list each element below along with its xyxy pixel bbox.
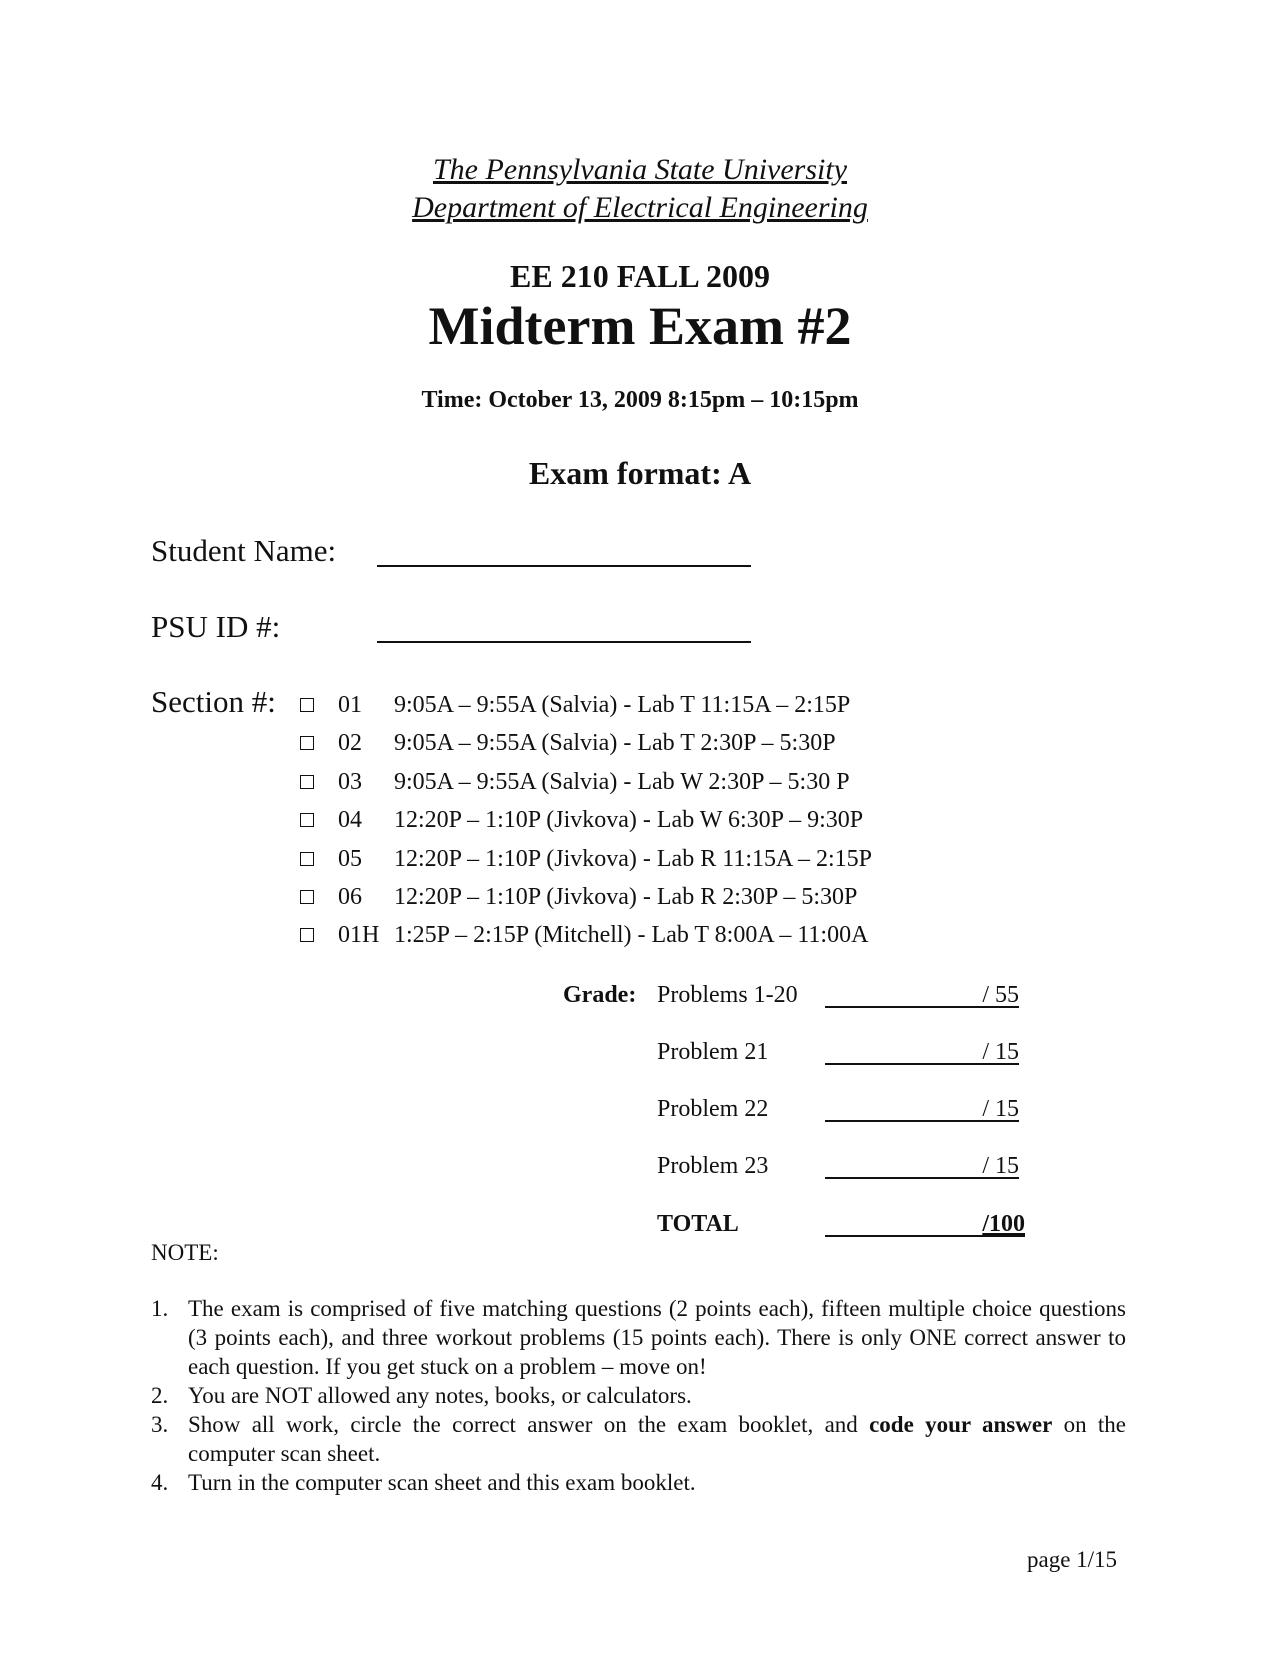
- note-text: The exam is comprised of five matching questions (2 points each), fifteen multiple choice questions (3 points each), and three workout problems (15 points each). There is only ONE correct answer to each question. If you get stuck on a problem – move on!: [188, 1296, 1126, 1379]
- note-item-2: [151, 1381, 1126, 1410]
- grade-item-name: Problems 1-20: [657, 982, 798, 1008]
- grade-item-max: / 55: [982, 982, 1019, 1008]
- checkbox-icon[interactable]: [300, 852, 314, 866]
- course-title: EE 210 FALL 2009: [510, 258, 770, 294]
- section-number: 03: [338, 769, 362, 795]
- student-name-label: Student Name:: [151, 533, 337, 568]
- grade-row-total: [657, 1209, 1037, 1239]
- section-number: 02: [338, 730, 362, 756]
- section-schedule: 9:05A – 9:55A (Salvia) - Lab W 2:30P – 5:30 P: [394, 769, 850, 795]
- note-text: Turn in the computer scan sheet and this exam booklet.: [188, 1470, 696, 1495]
- psu-id-field[interactable]: [377, 641, 751, 643]
- checkbox-icon[interactable]: [300, 698, 314, 712]
- note-number: 1.: [151, 1296, 169, 1321]
- section-number: 05: [338, 846, 362, 872]
- section-number: 01: [338, 692, 362, 718]
- grade-item-max: /100: [982, 1211, 1025, 1237]
- grade-row-problem-21: [657, 1037, 1037, 1067]
- checkbox-icon[interactable]: [300, 890, 314, 904]
- university-name: The Pennsylvania State University: [432, 153, 848, 186]
- grade-item-name: TOTAL: [657, 1211, 739, 1237]
- grade-item-name: Problem 23: [657, 1153, 769, 1179]
- note-text-after: on the computer scan sheet.: [188, 1412, 1126, 1466]
- note-item-3: [151, 1410, 1126, 1468]
- note-number: 3.: [151, 1412, 169, 1437]
- grade-item-name: Problem 22: [657, 1096, 769, 1122]
- page-number: page 1/15: [1027, 1547, 1118, 1572]
- note-heading: NOTE:: [151, 1240, 219, 1265]
- exam-time: Time: October 13, 2009 8:15pm – 10:15pm: [421, 387, 859, 413]
- section-schedule: 12:20P – 1:10P (Jivkova) - Lab R 2:30P – 5:30P: [394, 884, 858, 910]
- grade-item-max: / 15: [982, 1096, 1019, 1122]
- note-item-4: [151, 1468, 1126, 1497]
- note-number: 4.: [151, 1470, 169, 1495]
- section-schedule: 9:05A – 9:55A (Salvia) - Lab T 2:30P – 5:30P: [394, 730, 836, 756]
- section-schedule: 1:25P – 2:15P (Mitchell) - Lab T 8:00A – 11:00A: [394, 922, 869, 948]
- checkbox-icon[interactable]: [300, 813, 314, 827]
- department-name: Department of Electrical Engineering: [412, 191, 868, 224]
- notes-list: [151, 1294, 1126, 1497]
- grade-label: Grade:: [563, 982, 637, 1008]
- exam-format: Exam format: A: [528, 455, 752, 491]
- grade-item-max: / 15: [982, 1153, 1019, 1179]
- note-number: 2.: [151, 1383, 169, 1408]
- section-schedule: 12:20P – 1:10P (Jivkova) - Lab R 11:15A – 2:15P: [394, 846, 873, 872]
- grade-row-problem-23: [657, 1151, 1037, 1181]
- checkbox-icon[interactable]: [300, 928, 314, 942]
- section-number: 04: [338, 807, 362, 833]
- checkbox-icon[interactable]: [300, 736, 314, 750]
- section-label: Section #:: [151, 684, 276, 719]
- exam-title: Midterm Exam #2: [428, 296, 852, 356]
- grade-row-problem-22: [657, 1094, 1037, 1124]
- section-number: 06: [338, 884, 362, 910]
- note-item-1: [151, 1294, 1126, 1381]
- section-schedule: 9:05A – 9:55A (Salvia) - Lab T 11:15A – 2:15P: [394, 692, 851, 718]
- note-text-bold: code your answer: [869, 1412, 1053, 1437]
- grade-item-max: / 15: [982, 1039, 1019, 1065]
- psu-id-label: PSU ID #:: [151, 609, 281, 644]
- student-name-field[interactable]: [377, 565, 751, 567]
- grade-row-problems-1-20: [657, 980, 1037, 1010]
- note-text-before: Show all work, circle the correct answer on the exam booklet, and: [188, 1412, 870, 1437]
- note-text: You are NOT allowed any notes, books, or calculators.: [188, 1383, 692, 1408]
- checkbox-icon[interactable]: [300, 775, 314, 789]
- section-number: 01H: [338, 922, 380, 948]
- section-schedule: 12:20P – 1:10P (Jivkova) - Lab W 6:30P – 9:30P: [394, 807, 864, 833]
- grade-item-name: Problem 21: [657, 1039, 769, 1065]
